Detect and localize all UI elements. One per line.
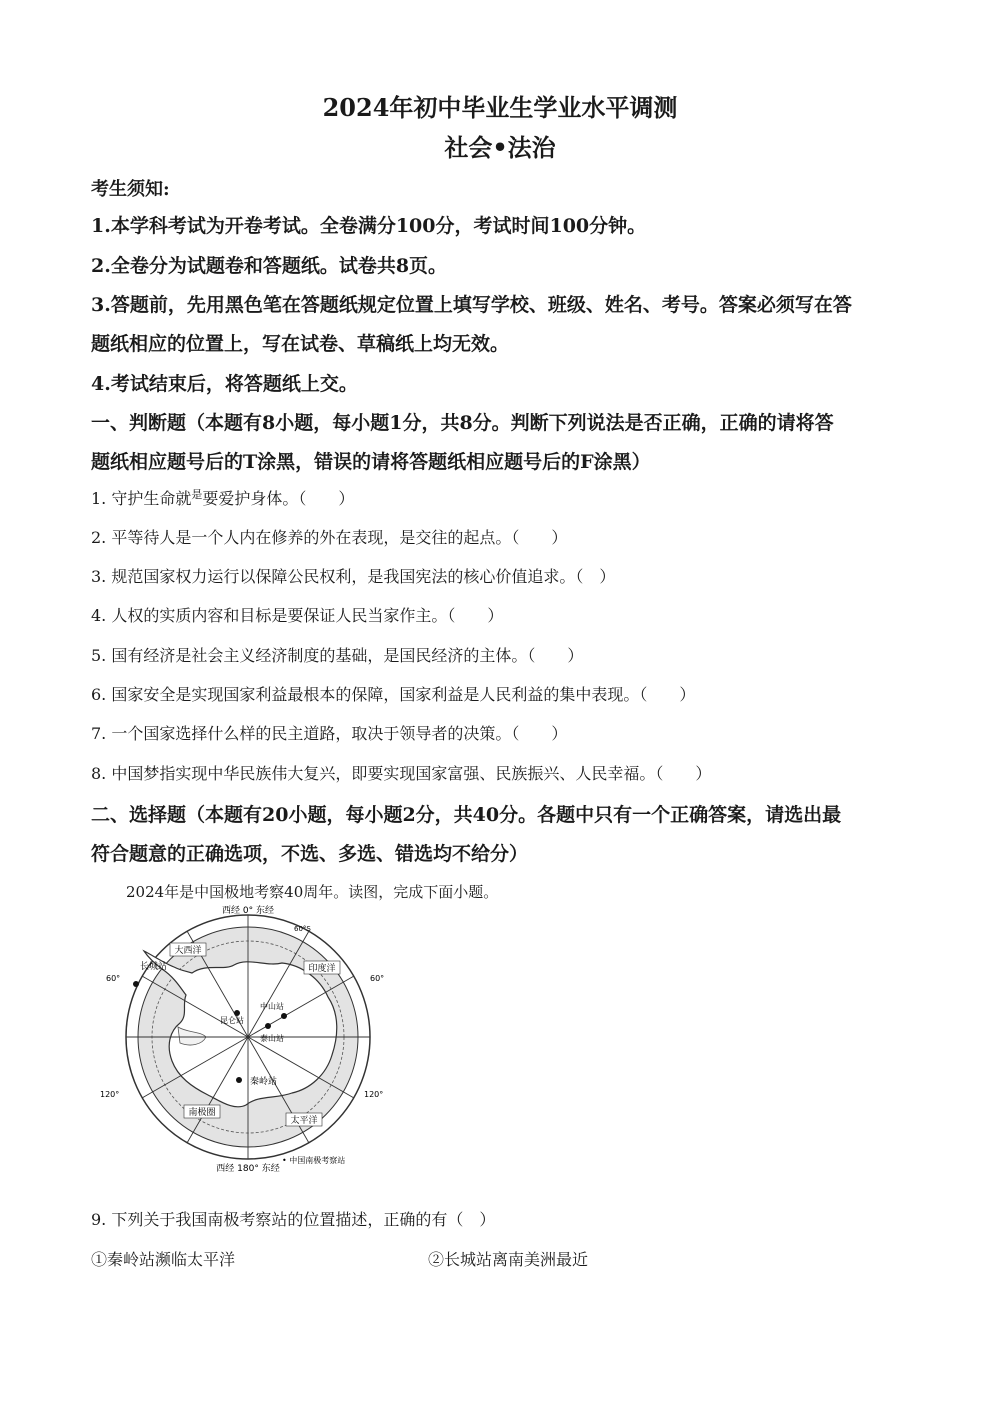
station-zhongshan-label: 中山站 bbox=[260, 1002, 284, 1011]
question-9: 9. 下列关于我国南极考察站的位置描述，正确的有（ ） bbox=[91, 1210, 496, 1229]
station-qinling-label: 秦岭站 bbox=[250, 1077, 278, 1087]
ocean-indian-label: 印度洋 bbox=[308, 964, 336, 974]
map-lon-60-left: 60° bbox=[106, 974, 121, 983]
section1-heading-cont: 题纸相应题号后的T涂黑，错误的请将答题纸相应题号后的F涂黑） bbox=[91, 451, 651, 473]
notice-item-1: 1.本学科考试为开卷考试。全卷满分100分，考试时间100分钟。 bbox=[91, 215, 647, 237]
question-1 bbox=[91, 486, 354, 509]
question-7: 7. 一个国家选择什么样的民主道路，取决于领导者的决策。（ ） bbox=[91, 724, 568, 743]
map-legend: • 中国南极考察站 bbox=[282, 1156, 346, 1165]
notice-item-3: 3.答题前，先用黑色笔在答题纸规定位置上填写学校、班级、姓名、考号。答案必须写在答 bbox=[91, 294, 852, 316]
map-lat-label: 60°S bbox=[294, 925, 311, 933]
station-taishan-dot bbox=[265, 1023, 271, 1029]
exam-title: 2024年初中毕业生学业水平调测 bbox=[322, 93, 678, 122]
map-bottom-label: 西经 180° 东经 bbox=[216, 1164, 280, 1174]
map-lon-120-right: 120° bbox=[364, 1090, 384, 1099]
station-changcheng-dot bbox=[133, 981, 139, 987]
map-intro: 2024年是中国极地考察40周年。读图，完成下面小题。 bbox=[126, 883, 499, 901]
question-8: 8. 中国梦指实现中华民族伟大复兴，即要实现国家富强、民族振兴、人民幸福。（ ） bbox=[91, 764, 712, 783]
station-kunlun-label: 昆仑站 bbox=[220, 1016, 244, 1025]
question-9-option-2: ②长城站离南美洲最近 bbox=[428, 1250, 589, 1269]
question-3: 3. 规范国家权力运行以保障公民权利，是我国宪法的核心价值追求。（ ） bbox=[91, 567, 616, 586]
notice-heading: 考生须知: bbox=[91, 179, 170, 200]
question-1-sup: 是 bbox=[191, 488, 203, 501]
antarctic-circle-label: 南极圈 bbox=[188, 1108, 216, 1118]
question-4: 4. 人权的实质内容和目标是要保证人民当家作主。（ ） bbox=[91, 606, 504, 625]
station-taishan-label: 泰山站 bbox=[260, 1034, 284, 1043]
station-changcheng-label: 长城站 bbox=[140, 962, 168, 972]
station-qinling-dot bbox=[236, 1077, 242, 1083]
question-9-option-1: ①秦岭站濒临太平洋 bbox=[91, 1250, 236, 1269]
section2-heading-cont: 符合题意的正确选项，不选、多选、错选均不给分） bbox=[91, 843, 529, 865]
section2-heading: 二、选择题（本题有20小题，每小题2分，共40分。各题中只有一个正确答案，请选出最 bbox=[91, 804, 842, 826]
question-2: 2. 平等待人是一个人内在修养的外在表现，是交往的起点。（ ） bbox=[91, 528, 568, 547]
notice-item-3-cont: 题纸相应的位置上，写在试卷、草稿纸上均无效。 bbox=[91, 333, 510, 355]
station-zhongshan-dot bbox=[281, 1013, 287, 1019]
notice-item-2: 2.全卷分为试题卷和答题纸。试卷共8页。 bbox=[91, 255, 448, 277]
map-top-label: 西经 0° 东经 bbox=[222, 906, 274, 916]
section1-heading: 一、判断题（本题有8小题，每小题1分，共8分。判断下列说法是否正确，正确的请将答 bbox=[91, 412, 834, 434]
question-1-after: 要爱护身体。（ ） bbox=[202, 489, 355, 508]
map-lon-60-right: 60° bbox=[370, 974, 385, 983]
ocean-atlantic-label: 大西洋 bbox=[174, 946, 202, 956]
map-lon-120-left: 120° bbox=[100, 1090, 120, 1099]
question-5: 5. 国有经济是社会主义经济制度的基础，是国民经济的主体。（ ） bbox=[91, 646, 584, 665]
antarctica-map bbox=[96, 905, 386, 1175]
question-1-before: 1. 守护生命就 bbox=[91, 489, 192, 508]
notice-item-4: 4.考试结束后，将答题纸上交。 bbox=[91, 373, 358, 395]
exam-subject: 社会•法治 bbox=[444, 133, 556, 162]
question-6: 6. 国家安全是实现国家利益最根本的保障，国家利益是人民利益的集中表现。（ ） bbox=[91, 685, 696, 704]
ocean-pacific-label: 太平洋 bbox=[290, 1116, 318, 1126]
